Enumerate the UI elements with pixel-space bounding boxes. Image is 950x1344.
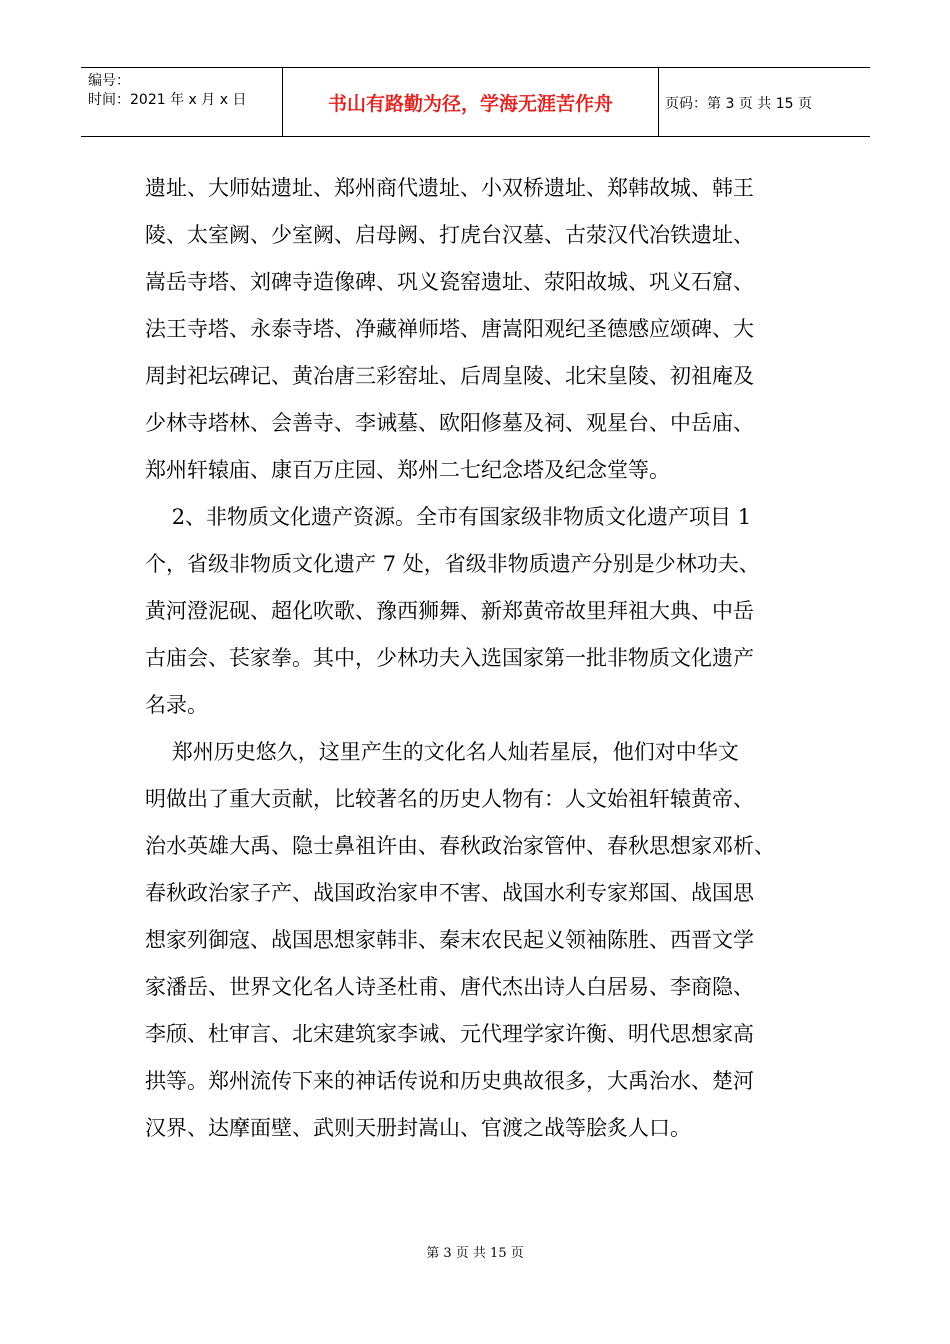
paragraph bbox=[145, 165, 815, 494]
text-line: 名录。 bbox=[145, 693, 208, 717]
header-motto-cell bbox=[283, 68, 659, 136]
text-line: 陵、太室阙、少室阙、启母阙、打虎台汉墓、古荥汉代冶铁遗址、 bbox=[145, 223, 754, 247]
paragraph bbox=[145, 494, 815, 729]
text-line: 郑州历史悠久，这里产生的文化名人灿若星辰，他们对中华文 bbox=[145, 740, 739, 764]
text-line: 郑州轩辕庙、康百万庄园、郑州二七纪念塔及纪念堂等。 bbox=[145, 458, 670, 482]
text-line: 遗址、大师姑遗址、郑州商代遗址、小双桥遗址、郑韩故城、韩王 bbox=[145, 176, 754, 200]
document-body bbox=[145, 165, 815, 1152]
text-line: 汉界、达摩面壁、武则天册封嵩山、官渡之战等脍炙人口。 bbox=[145, 1116, 691, 1140]
date-label: 时间：2021 年 x 月 x 日 bbox=[88, 92, 247, 108]
text-line: 想家列御寇、战国思想家韩非、秦末农民起义领袖陈胜、西晋文学 bbox=[145, 928, 754, 952]
text-line: 个，省级非物质文化遗产 7 处，省级非物质遗产分别是少林功夫、 bbox=[145, 552, 760, 576]
text-line: 家潘岳、世界文化名人诗圣杜甫、唐代杰出诗人白居易、李商隐、 bbox=[145, 975, 754, 999]
text-line: 周封祀坛碑记、黄冶唐三彩窑址、后周皇陵、北宋皇陵、初祖庵及 bbox=[145, 364, 754, 388]
text-line: 2、非物质文化遗产资源。全市有国家级非物质文化遗产项目 1 bbox=[145, 505, 752, 529]
text-line: 古庙会、苌家拳。其中，少林功夫入选国家第一批非物质文化遗产 bbox=[145, 646, 754, 670]
serial-number-label: 编号： bbox=[88, 73, 130, 89]
text-line: 少林寺塔林、会善寺、李诫墓、欧阳修墓及祠、观星台、中岳庙、 bbox=[145, 411, 754, 435]
header-page-cell bbox=[659, 68, 870, 136]
text-line: 嵩岳寺塔、刘碑寺造像碑、巩义瓷窑遗址、荥阳故城、巩义石窟、 bbox=[145, 270, 754, 294]
text-line: 李颀、杜审言、北宋建筑家李诫、元代理学家许衡、明代思想家高 bbox=[145, 1022, 754, 1046]
text-line: 法王寺塔、永泰寺塔、净藏禅师塔、唐嵩阳观纪圣德感应颂碑、大 bbox=[145, 317, 754, 341]
text-line: 黄河澄泥砚、超化吹歌、豫西狮舞、新郑黄帝故里拜祖大典、中岳 bbox=[145, 599, 754, 623]
text-line: 拱等。郑州流传下来的神话传说和历史典故很多，大禹治水、楚河 bbox=[145, 1069, 754, 1093]
header-motto: 书山有路勤为径，学海无涯苦作舟 bbox=[327, 93, 613, 115]
text-line: 春秋政治家子产、战国政治家申不害、战国水利专家郑国、战国思 bbox=[145, 881, 754, 905]
paragraph bbox=[145, 729, 815, 1152]
page-header bbox=[81, 67, 870, 137]
page-footer: 第 3 页 共 15 页 bbox=[426, 1246, 524, 1261]
text-line: 明做出了重大贡献，比较著名的历史人物有：人文始祖轩辕黄帝、 bbox=[145, 787, 754, 811]
text-line: 治水英雄大禹、隐士鼻祖许由、春秋政治家管仲、春秋思想家邓析、 bbox=[145, 834, 775, 858]
header-meta-cell bbox=[81, 68, 283, 136]
header-page-number: 页码：第 3 页 共 15 页 bbox=[665, 96, 812, 112]
